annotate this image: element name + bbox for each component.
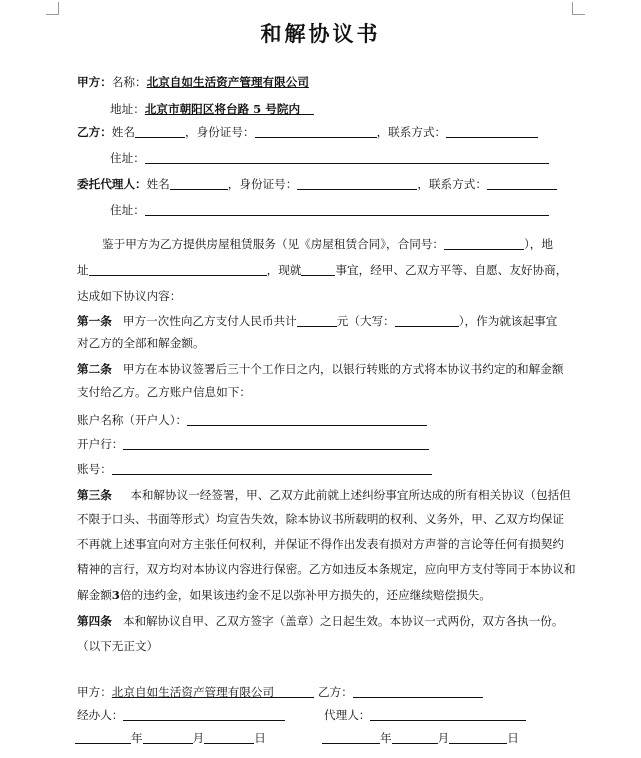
clause-1-line-1	[77, 313, 557, 329]
crop-mark-top-right	[572, 2, 585, 15]
agent-label: 委托代理人：	[77, 177, 147, 191]
agent-address-blank[interactable]	[145, 203, 549, 216]
clause-3-text-1: 本和解协议一经签署，甲、乙双方此前就上述纠纷事宜所达成的所有相关协议（包括但	[130, 488, 571, 502]
agent-line	[77, 176, 557, 192]
signature-party-b-label: 乙方：	[318, 685, 353, 699]
party-b-contact-label: ，联系方式：	[376, 125, 447, 139]
party-a-name-value: 北京自如生活资产管理有限公司	[146, 75, 309, 89]
party-b-address-label: 住址：	[110, 151, 145, 165]
crop-mark-top-left	[46, 2, 59, 15]
agent-name-blank[interactable]	[170, 177, 228, 190]
party-a-address-tail-blank[interactable]	[300, 102, 314, 115]
preamble-text-3: 址	[77, 263, 89, 277]
clause-1-label: 第一条	[77, 314, 112, 328]
preamble-text-4: ，现就	[266, 263, 302, 277]
agent-name-label: 姓名	[146, 177, 170, 191]
clause-3-text-5c: 倍的违约金，如果该违约金不足以弥补甲方损失的，还应继续赔偿损失。	[119, 588, 491, 602]
clause-1-line-2: 对乙方的全部和解金额。	[77, 336, 205, 350]
signature-handler-label: 经办人：	[77, 708, 124, 722]
party-b-address-blank[interactable]	[145, 151, 549, 164]
date-a-month-label: 月	[192, 731, 205, 745]
signature-party-b	[318, 684, 483, 700]
agent-id-label: ，身份证号：	[227, 177, 298, 191]
account-number-blank[interactable]	[112, 462, 432, 475]
date-b-year-blank[interactable]	[322, 731, 380, 744]
party-b-id-blank[interactable]	[255, 125, 377, 138]
account-number-line	[77, 461, 432, 477]
bank-blank[interactable]	[123, 437, 429, 450]
clause-2-text-1: 甲方在本协议签署后三十个工作日之内，以银行转账的方式将本协议书约定的和解金额	[122, 362, 564, 376]
property-address-blank[interactable]	[89, 263, 267, 276]
account-name-blank[interactable]	[187, 413, 427, 426]
party-b-name-label: 姓名	[111, 125, 135, 139]
signature-date-b	[322, 730, 519, 746]
party-a-name-label: 名称：	[111, 75, 147, 89]
clause-3-line-1	[77, 487, 571, 503]
party-b-label: 乙方：	[77, 125, 112, 139]
clause-3-line-5	[77, 587, 491, 603]
clause-4-label: 第四条	[77, 614, 112, 628]
date-a-year-label: 年	[131, 731, 143, 745]
agent-id-blank[interactable]	[297, 177, 417, 190]
signature-agent-label: 代理人：	[324, 708, 371, 722]
party-a-name-line	[77, 74, 309, 90]
clause-1-text-3: ），作为就该起事宜	[458, 314, 558, 328]
date-b-day-label: 日	[507, 731, 519, 745]
preamble-line-3: 达成如下协议内容：	[77, 289, 182, 303]
date-b-month-label: 月	[437, 731, 450, 745]
signature-date-a	[75, 730, 266, 746]
signature-party-b-blank[interactable]	[353, 685, 483, 698]
agent-address-line	[110, 202, 549, 218]
clause-1-text-2: 元（大写：	[336, 314, 395, 328]
preamble-text-2: ），地	[524, 237, 553, 251]
account-name-line	[77, 412, 427, 428]
account-name-label: 账户名称（开户人）：	[77, 413, 188, 427]
signature-party-a	[77, 684, 314, 700]
penalty-multiplier: 3	[111, 588, 120, 602]
signature-party-a-value: 北京自如生活资产管理有限公司	[111, 685, 275, 699]
date-b-year-label: 年	[380, 731, 392, 745]
date-a-year-blank[interactable]	[75, 731, 131, 744]
signature-agent	[324, 707, 526, 723]
date-a-day-blank[interactable]	[204, 731, 254, 744]
matter-blank[interactable]	[301, 263, 335, 276]
date-a-month-blank[interactable]	[143, 731, 193, 744]
date-a-day-label: 日	[254, 731, 266, 745]
agent-contact-blank[interactable]	[487, 177, 557, 190]
clause-4-text-1: 本和解协议自甲、乙双方签字（盖章）之日起生效。本协议一式两份，双方各执一份。	[122, 614, 564, 628]
party-a-address-value: 北京市朝阳区将台路 5 号院内	[144, 102, 301, 116]
amount-words-blank[interactable]	[395, 314, 459, 327]
signature-handler-blank[interactable]	[123, 708, 285, 721]
agent-contact-label: ，联系方式：	[417, 177, 487, 191]
clause-2-line-2: 支付给乙方。乙方账户信息如下：	[77, 385, 251, 399]
preamble-text-5: 事宜，经甲、乙双方平等、自愿、友好协商，	[335, 263, 568, 277]
party-a-address-label: 地址：	[110, 102, 145, 116]
clause-3-line-4: 精神的言行，双方均对本协议内容进行保密。乙方如违反本条规定，应向甲方支付等同于本协议和	[77, 562, 576, 576]
signature-agent-blank[interactable]	[370, 708, 526, 721]
preamble-line-2	[77, 262, 567, 278]
party-a-address-line	[110, 101, 314, 117]
amount-number-blank[interactable]	[297, 314, 337, 327]
document-title: 和解协议书	[260, 21, 381, 46]
signature-party-a-blank[interactable]	[274, 685, 314, 698]
signature-handler	[77, 707, 285, 723]
party-b-id-label: ，身份证号：	[185, 125, 255, 139]
clause-1-text-1: 甲方一次性向乙方支付人民币共计	[122, 314, 297, 328]
clause-4-line-1	[77, 613, 563, 629]
date-b-day-blank[interactable]	[449, 731, 507, 744]
clause-3-line-3: 不再就上述事宜向对方主张任何权利，并保证不得作出发表有损对方声誉的言论等任何有损契约	[77, 537, 564, 551]
party-b-contact-blank[interactable]	[446, 125, 538, 138]
party-a-label: 甲方：	[77, 75, 112, 89]
preamble-text-1: 鉴于甲方为乙方提供房屋租赁服务（见《房屋租赁合同》，合同号：	[102, 237, 445, 251]
contract-number-blank[interactable]	[444, 237, 524, 250]
clause-2-line-1	[77, 361, 563, 377]
party-b-line	[77, 124, 538, 140]
clause-2-label: 第二条	[77, 362, 112, 376]
no-further-text: （以下无正文）	[77, 639, 159, 653]
account-number-label: 账号：	[77, 462, 112, 476]
bank-label: 开户行：	[77, 437, 124, 451]
preamble-line-1	[102, 236, 553, 252]
clause-3-text-5a: 解金额	[77, 588, 112, 602]
bank-line	[77, 436, 429, 452]
party-b-address-line	[110, 150, 549, 166]
signature-party-a-label: 甲方：	[77, 685, 112, 699]
date-b-month-blank[interactable]	[392, 731, 438, 744]
agent-address-label: 住址：	[110, 203, 145, 217]
party-b-name-blank[interactable]	[135, 125, 185, 138]
clause-3-label: 第三条	[77, 488, 112, 502]
clause-3-line-2: 不限于口头、书面等形式）均宣告失效，除本协议书所载明的权利、义务外，甲、乙双方均保证	[77, 512, 564, 526]
